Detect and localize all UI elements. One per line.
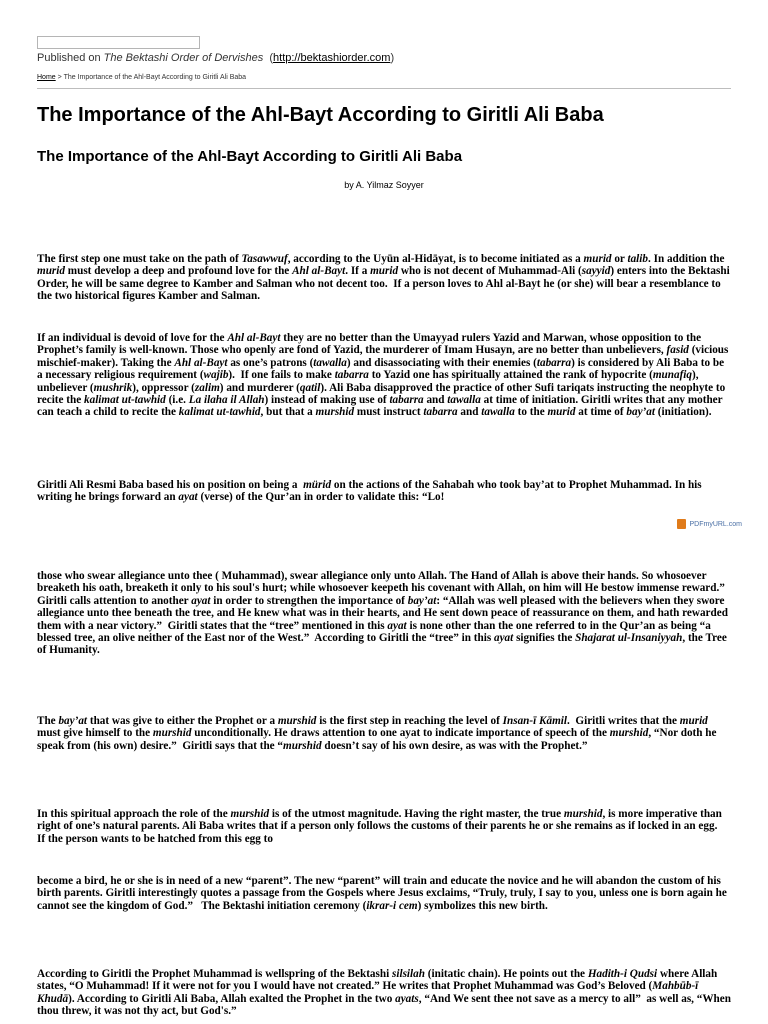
published-on-line: Published on The Bektashi Order of Dervishes (http://bektashiorder.com) xyxy=(37,52,395,64)
site-logo-placeholder xyxy=(37,36,200,49)
pdfmyurl-badge[interactable] xyxy=(677,519,742,529)
page-title: The Importance of the Ahl-Bayt According to Giritli Ali Baba xyxy=(37,104,604,126)
paragraph-1: The first step one must take on the path of Tasawwuf, according to the Uyūn al-Hidāyat, is to become initiated as a murid or talib. In addition the murid must develop a deep and profound love for the Ahl al-Bayt. If a murid who is not decent of Muhammad-Ali (sayyid) enters into the Bektashi Order, he will be same degree to Kamber and Salman who not decent too. If a person loves to Ahl al-Bayt he (or she) will bear a resemblance to the two historical figures Kamber and Salman. xyxy=(37,253,730,303)
paragraph-7: become a bird, he or she is in need of a new “parent”. The new “parent” will train and educate the novice and he will abandon the custom of his birth parents. Giritli interestingly quotes a passage from the Gospels where Jesus exclaims, “Truly, truly, I say to you, unless one is born again he cannot see the kingdom of God.” The Bektashi initiation ceremony (ikrar-i cem) symbolizes this new birth. xyxy=(37,875,727,912)
breadcrumb-home-link[interactable]: Home xyxy=(37,74,56,81)
article-subtitle: The Importance of the Ahl-Bayt According to Giritli Ali Baba xyxy=(37,148,463,165)
author-byline: by A. Yilmaz Soyyer xyxy=(344,180,424,190)
paragraph-5: The bay’at that was give to either the Prophet or a murshid is the first step in reaching the level of Insan-ī Kāmil. Giritli writes that the murid must give himself to the murshid unconditionally. He draws attention to one ayat to indicate importance of speech of the murshid, “Nor doth he speak from (his own) desire.” Giritli says that the “murshid doesn’t say of his own desire, as was with the Prophet.” xyxy=(37,715,717,752)
breadcrumb xyxy=(37,74,246,81)
site-url-link[interactable]: http://bektashiorder.com xyxy=(273,52,391,64)
site-name: The Bektashi Order of Dervishes xyxy=(103,52,264,64)
paragraph-6: In this spiritual approach the role of the murshid is of the utmost magnitude. Having the right master, the true murshid, is more imperative than right of one’s natural parents. Ali Baba writes that if a person only follows the customs of their parents he or she remains as if locked in an egg. If the person wants to be hatched from this egg to xyxy=(37,808,722,845)
breadcrumb-current: The Importance of the Ahl-Bayt According to Giritli Ali Baba xyxy=(63,74,247,81)
header-divider xyxy=(37,88,731,89)
pdfmyurl-label: PDFmyURL.com xyxy=(689,520,742,528)
paragraph-4: those who swear allegiance unto thee ( Muhammad), swear allegiance only unto Allah. The Hand of Allah is above their hands. So whosoever breaketh his oath, breaketh it only to his soul's hurt; while whosoever keepeth his covenant with Allah, on him will He bestow immense reward.” Giritli calls attention to another ayat in order to strengthen the importance of bay’at: “Allah was well pleased with the believers when they swore allegiance unto thee beneath the tree, and He knew what was in their hearts, and He sent down peace of reassurance on them, and hath rewarded them with a near victory.” Giritli states that the “tree” mentioned in this ayat is none other than the one referred to in the Qur’an as being “a blessed tree, an olive neither of the East nor of the West.” According to Giritli the “tree” in this ayat signifies the Shajarat ul-Insaniyyah, the Tree of Humanity. xyxy=(37,570,728,657)
paragraph-3: Giritli Ali Resmi Baba based his on position on being a mürid on the actions of the Sahabah who took bay’at to Prophet Muhammad. In his writing he brings forward an ayat (verse) of the Qur’an in order to validate this: “Lo! xyxy=(37,479,702,504)
published-prefix: Published on xyxy=(37,52,101,64)
paragraph-2: If an individual is devoid of love for the Ahl al-Bayt they are no better than the Umayyad rulers Yazid and Marwan, whose opposition to the Prophet’s family is well-known. Those who openly are fond of Yazid, the murderer of Imam Husayn, are no better than unbelievers, fasid (vicious mischief-maker). Taking the Ahl al-Bayt as one’s patrons (tawalla) and disassociating with their enemies (tabarra) is considered by Ali Baba to be a necessary religious requirement (wajib). If one fails to make tabarra to Yazid one has spiritually attained the rank of hypocrite (munafiq), unbeliever (mushrik), oppressor (zalim) and murderer (qatil). Ali Baba disapproved the practice of other Sufi tariqats instructing the neophyte to recite the kalimat ut-tawhid (i.e. La ilaha il Allah) instead of making use of tabarra and tawalla at time of initiation. Giritli writes that any mother can teach a child to recite the kalimat ut-tawhid, but that a murshid must instruct tabarra and tawalla to the murid at time of bay’at (initiation). xyxy=(37,332,729,419)
pdf-icon xyxy=(677,519,686,529)
paragraph-8: According to Giritli the Prophet Muhammad is wellspring of the Bektashi silsilah (initatic chain). He points out the Hadith-i Qudsi where Allah states, “O Muhammad! If it were not for you I would have not created.” He writes that Prophet Muhammad was God’s Beloved (Mahbūb-ī Khudā). According to Giritli Ali Baba, Allah exalted the Prophet in the two ayats, “And We sent thee not save as a mercy to all” as well as, “When thou threw, it was not thy act, but God's.” xyxy=(37,968,731,1018)
breadcrumb-separator: > xyxy=(57,74,62,81)
